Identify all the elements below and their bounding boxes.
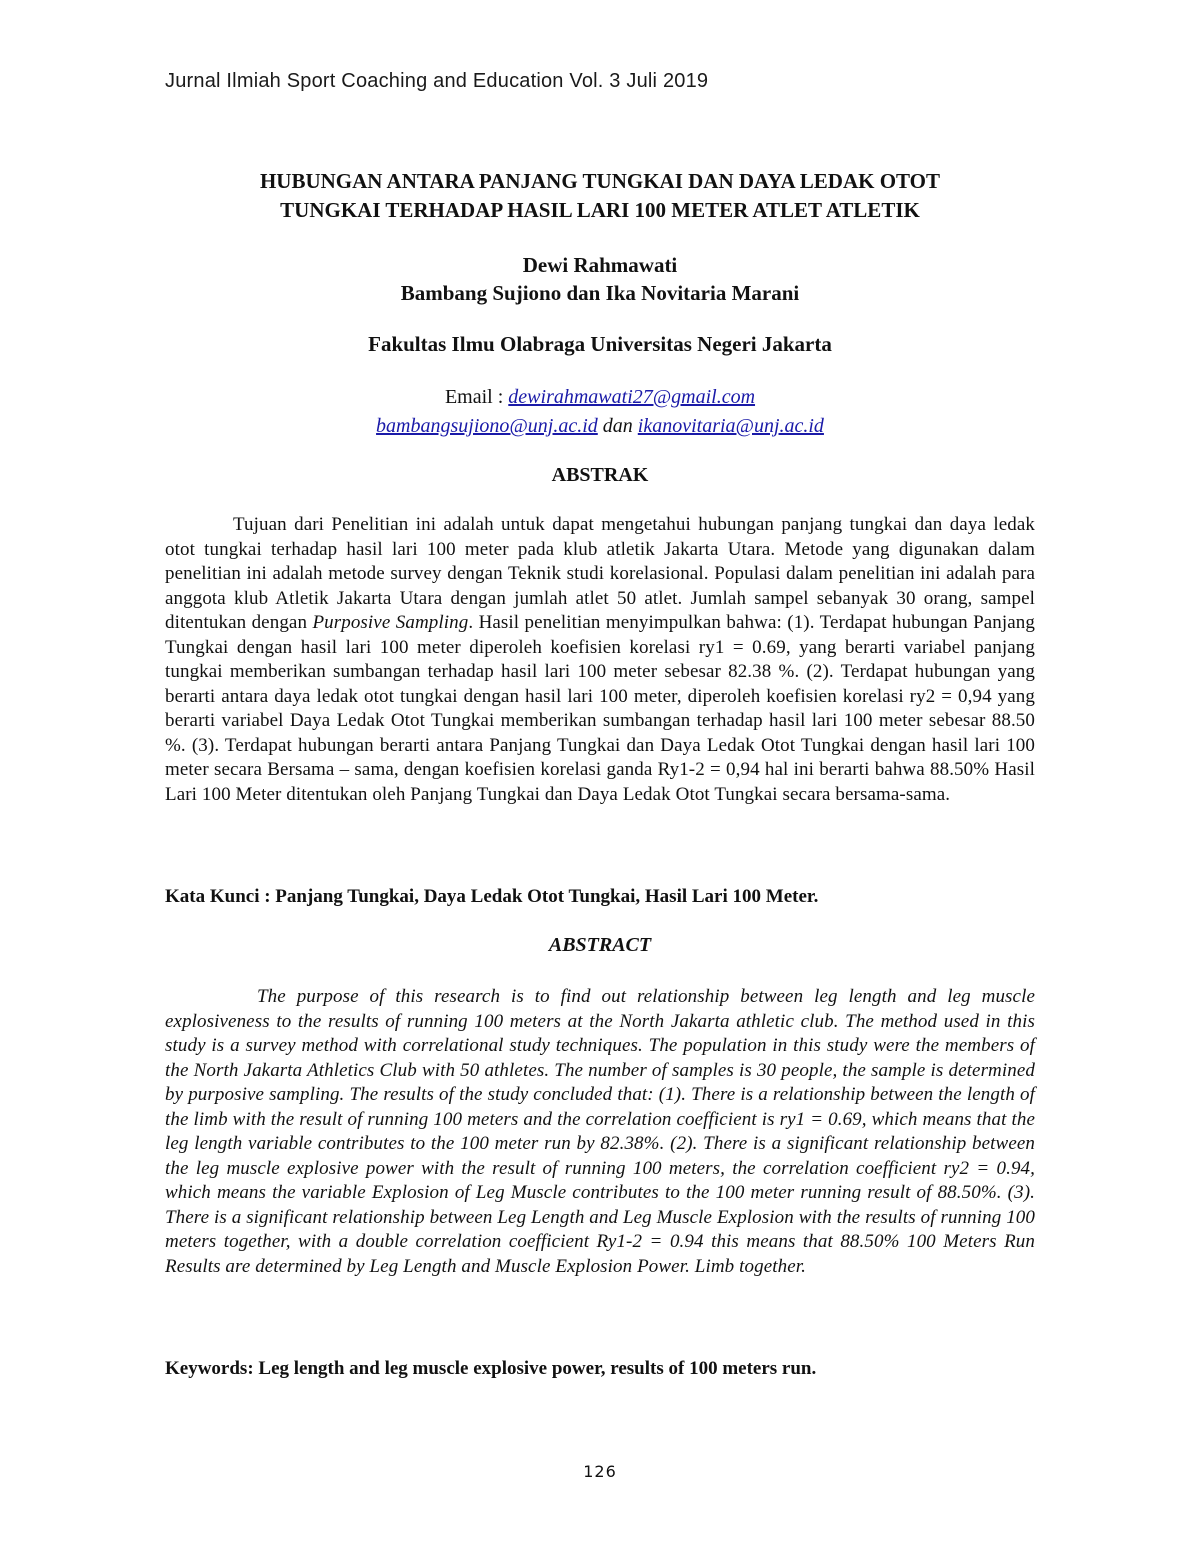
abstrak-heading: ABSTRAK <box>551 464 649 486</box>
journal-header: Jurnal Ilmiah Sport Coaching and Education Vol. 3 Juli 2019 <box>165 70 709 92</box>
abstrak-paragraph <box>165 513 1035 807</box>
co-authors: Bambang Sujiono dan Ika Novitaria Marani <box>400 281 800 305</box>
abstract-heading: ABSTRACT <box>548 934 652 956</box>
email-link-1[interactable]: dewirahmawati27@gmail.com <box>508 386 756 408</box>
kata-kunci: Kata Kunci : Panjang Tungkai, Daya Ledak Otot Tungkai, Hasil Lari 100 Meter. <box>165 886 819 907</box>
email-joiner: dan <box>597 415 638 437</box>
abstrak-text-1: Tujuan dari Penelitian ini adalah untuk dapat mengetahui hubungan panjang tungkai dan daya ledak otot tungkai terhadap hasil lari 100 meter pada klub atletik Jakarta Utara. Metode yang digunakan dalam penelitian ini adalah metode survey dengan Teknik studi korelasional. Populasi dalam penelitian ini adalah para anggota klub Atletik Jakarta Utara dengan jumlah atlet 50 atlet. Jumlah sampel sebanyak 30 orang, sampel ditentukan dengan <box>165 514 1035 633</box>
email-link-3[interactable]: ikanovitaria@unj.ac.id <box>637 415 824 437</box>
author-block <box>150 251 1050 307</box>
page-number: 126 <box>583 1462 617 1481</box>
email-label: Email : <box>444 386 509 408</box>
affiliation: Fakultas Ilmu Olabraga Universitas Negeri Jakarta <box>368 332 832 356</box>
title-line-1: HUBUNGAN ANTARA PANJANG TUNGKAI DAN DAYA LEDAK OTOT <box>259 169 941 193</box>
email-link-2[interactable]: bambangsujiono@unj.ac.id <box>376 415 598 437</box>
abstrak-text-2: . Hasil penelitian menyimpulkan bahwa: (1). Terdapat hubungan Panjang Tungkai dengan hasil lari 100 meter diperoleh koefisien korelasi ry1 = 0.69, yang berarti variabel panjang tungkai memberikan sumbangan terhadap hasil lari 100 meter sebesar 82.38 %. (2). Terdapat hubungan yang berarti antara daya ledak otot tungkai dengan hasil lari 100 meter, diperoleh koefisien korelasi ry2 = 0,94 yang berarti variabel Daya Ledak Otot Tungkai memberikan sumbangan terhadap hasil lari 100 meter sebesar 88.50 %. (3). Terdapat hubungan berarti antara Panjang Tungkai dan Daya Ledak Otot Tungkai dengan hasil lari 100 meter secara Bersama – sama, dengan koefisien korelasi ganda Ry1-2 = 0,94 hal ini berarti bahwa 88.50% Hasil Lari 100 Meter ditentukan oleh Panjang Tungkai dan Daya Ledak Otot Tungkai secara bersama-sama. <box>165 612 1035 805</box>
contact-emails <box>150 383 1050 441</box>
abstract-paragraph: The purpose of this research is to find out relationship between leg length and leg muscle explosiveness to the results of running 100 meters at the North Jakarta athletic club. The method used in this study is a survey method with correlational study techniques. The population in this study were the members of the North Jakarta Athletics Club with 50 athletes. The number of samples is 30 people, the sample is determined by purposive sampling. The results of the study concluded that: (1). There is a relationship between the length of the limb with the result of running 100 meters and the correlation coefficient is ry1 = 0.69, which means that the leg length variable contributes to the 100 meter run by 82.38%. (2). There is a significant relationship between the leg muscle explosive power with the result of running 100 meters, the correlation coefficient ry2 = 0.94, which means the variable Explosion of Leg Muscle contributes to the 100 meter running result of 88.50%. (3). There is a significant relationship between Leg Length and Leg Muscle Explosion with the results of running 100 meters together, with a double correlation coefficient Ry1-2 = 0.94 this means that 88.50% 100 Meters Run Results are determined by Leg Length and Muscle Explosion Power. Limb together. <box>165 986 1035 1277</box>
primary-author: Dewi Rahmawati <box>522 253 678 277</box>
paper-title <box>150 167 1050 225</box>
title-line-2: TUNGKAI TERHADAP HASIL LARI 100 METER ATLET ATLETIK <box>280 198 920 222</box>
abstrak-text-italic: Purposive Sampling <box>312 612 469 633</box>
keywords-en: Keywords: Leg length and leg muscle explosive power, results of 100 meters run. <box>165 1358 817 1379</box>
